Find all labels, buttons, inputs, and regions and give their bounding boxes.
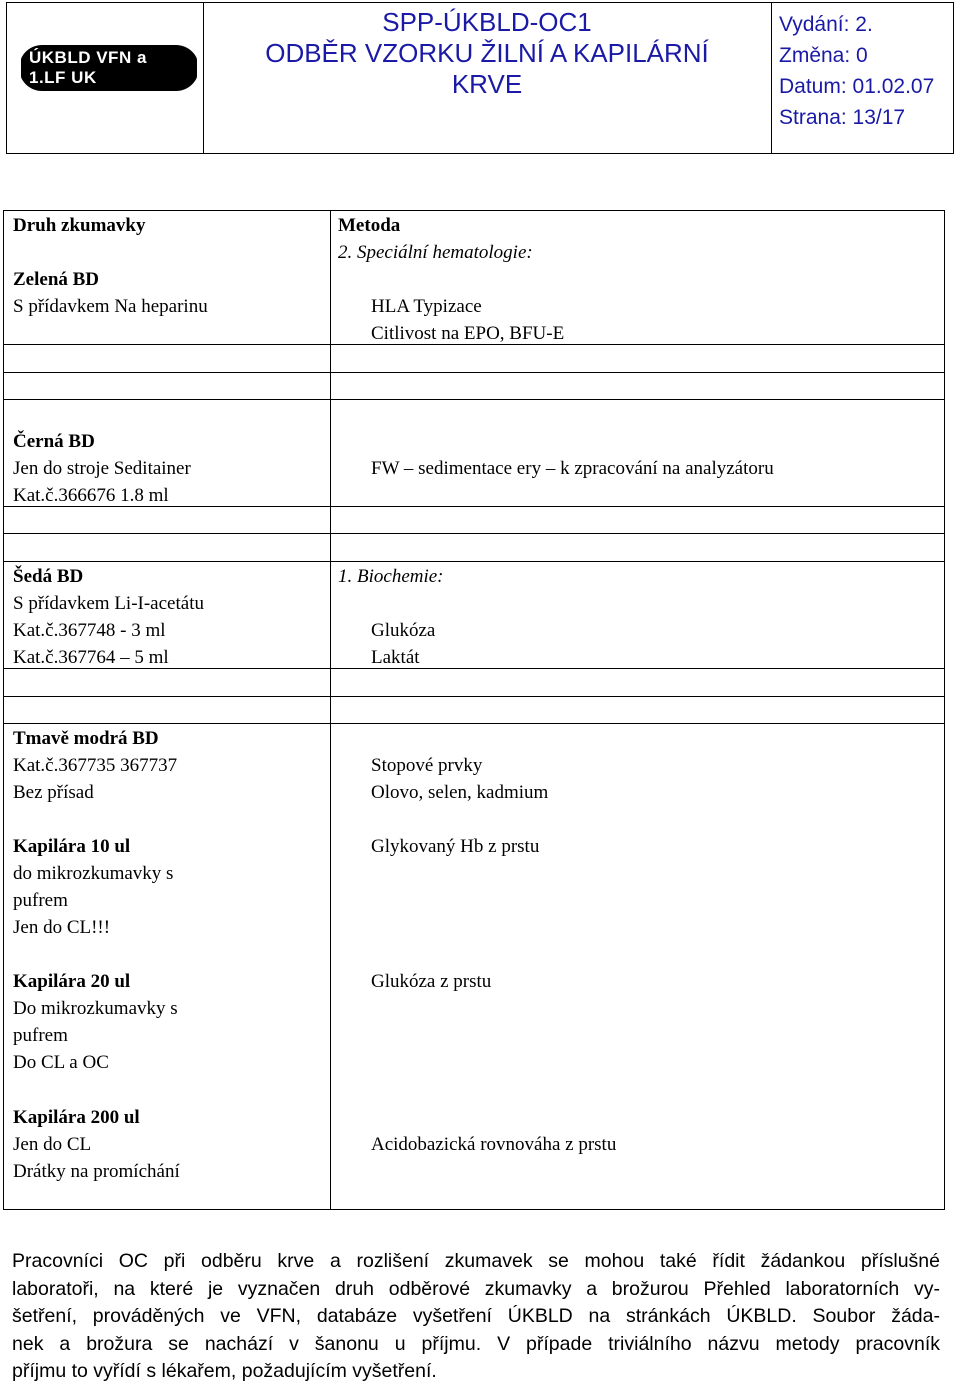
section-special-hematology: 2. Speciální hematologie: xyxy=(338,242,533,263)
grey-tube-desc: S přídavkem Li-I-acetátu xyxy=(13,593,204,614)
green-tube-title: Zelená BD xyxy=(13,269,100,290)
row-divider xyxy=(4,399,944,400)
edition: Vydání: 2. xyxy=(779,13,873,36)
cap10-desc-3: Jen do CL!!! xyxy=(13,917,111,938)
row-divider xyxy=(4,372,944,373)
cap200-title: Kapilára 200 ul xyxy=(13,1107,140,1128)
document-code: SPP-ÚKBLD-OC1 xyxy=(382,7,592,37)
navy-tube-title: Tmavě modrá BD xyxy=(13,728,159,749)
page-number: Strana: 13/17 xyxy=(779,106,906,129)
cap20-title: Kapilára 20 ul xyxy=(13,971,131,992)
header-divider xyxy=(203,3,204,153)
method-epo: Citlivost na EPO, BFU-E xyxy=(371,323,565,344)
method-hba1c: Glykovaný Hb z prstu xyxy=(371,836,540,857)
navy-tube-cat: Kat.č.367735 367737 xyxy=(13,755,178,776)
cap10-title: Kapilára 10 ul xyxy=(13,836,131,857)
footer-line: Pracovníci OC při odběru krve a rozlišení zkumavek se mohou také řídit žádankou příslušné xyxy=(12,1250,940,1272)
document-title xyxy=(217,7,757,100)
method-hla: HLA Typizace xyxy=(371,296,482,317)
cap20-desc-3: Do CL a OC xyxy=(13,1052,109,1073)
method-lead-selenium: Olovo, selen, kadmium xyxy=(371,782,549,803)
tube-method-table xyxy=(3,210,945,1210)
title-line-2: KRVE xyxy=(451,69,523,99)
grey-tube-cat-1: Kat.č.367748 - 3 ml xyxy=(13,620,166,641)
black-tube-cat: Kat.č.366676 1.8 ml xyxy=(13,485,169,506)
date: Datum: 01.02.07 xyxy=(779,75,935,98)
cap200-desc-2: Drátky na promíchání xyxy=(13,1161,180,1182)
navy-tube-desc: Bez přísad xyxy=(13,782,94,803)
document-meta xyxy=(779,9,934,133)
cap200-desc-1: Jen do CL xyxy=(13,1134,92,1155)
black-tube-desc: Jen do stroje Seditainer xyxy=(13,458,191,479)
row-divider xyxy=(4,533,944,534)
document-header xyxy=(6,2,954,154)
method-lactate: Laktát xyxy=(371,647,420,668)
row-divider xyxy=(4,561,944,562)
footer-line: šetření, prováděných ve VFN, databáze vyšetření ÚKBLD na stránkách ÚKBLD. Soubor žáda- xyxy=(12,1305,940,1327)
method-header: Metoda xyxy=(338,215,401,236)
green-tube-desc: S přídavkem Na heparinu xyxy=(13,296,208,317)
section-biochemistry: 1. Biochemie: xyxy=(338,566,444,587)
cap10-desc-2: pufrem xyxy=(13,890,68,911)
header-divider xyxy=(771,3,772,153)
black-tube-title: Černá BD xyxy=(13,431,95,452)
cap20-desc-2: pufrem xyxy=(13,1025,68,1046)
footer-line: nek a brožura se nachází v šanonu u příjmu. V případe triviálního názvu metody pracovník xyxy=(12,1332,940,1355)
title-line-1: ODBĚR VZORKU ŽILNÍ A KAPILÁRNÍ xyxy=(265,38,709,68)
column-divider xyxy=(330,211,331,1209)
method-fw: FW – sedimentace ery – k zpracování na analyzátoru xyxy=(371,458,774,479)
method-glucose: Glukóza xyxy=(371,620,436,641)
cap20-desc-1: Do mikrozkumavky s xyxy=(13,998,178,1019)
row-divider xyxy=(4,696,944,697)
row-divider xyxy=(4,723,944,724)
footer-paragraph xyxy=(12,1248,940,1386)
method-trace-elements: Stopové prvky xyxy=(371,755,483,776)
grey-tube-cat-2: Kat.č.367764 – 5 ml xyxy=(13,647,169,668)
change: Změna: 0 xyxy=(779,44,868,67)
grey-tube-title: Šedá BD xyxy=(13,566,84,587)
cap10-desc-1: do mikrozkumavky s xyxy=(13,863,174,884)
method-acid-base: Acidobazická rovnováha z prstu xyxy=(371,1134,617,1155)
footer-line: laboratoři, na které je vyznačen druh odběrové zkumavky a brožurou Přehled laboratorních vy- xyxy=(12,1277,940,1300)
method-glucose-finger: Glukóza z prstu xyxy=(371,971,492,992)
footer-line: příjmu to vyřídí s lékařem, požadujícím vyšetření. xyxy=(12,1360,437,1382)
institution-logo: ÚKBLD VFN a 1.LF UK xyxy=(19,45,199,91)
tube-type-header: Druh zkumavky xyxy=(13,215,146,236)
